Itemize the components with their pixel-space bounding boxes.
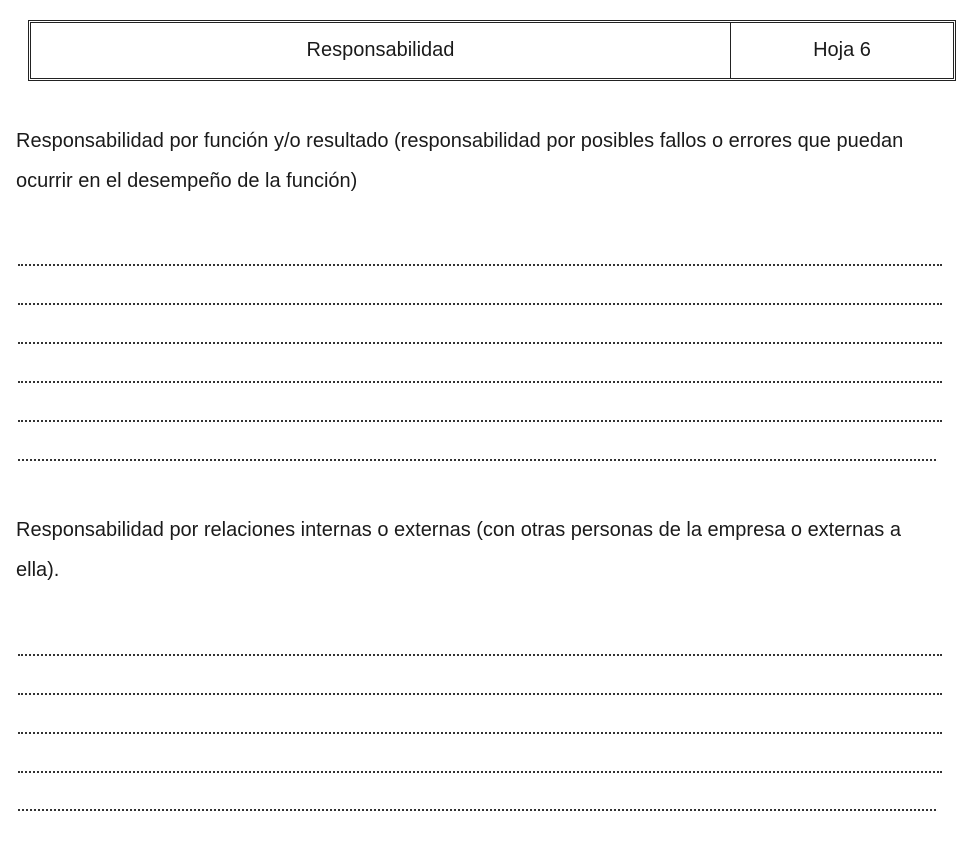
header-title: Responsabilidad bbox=[31, 23, 731, 78]
answer-line[interactable] bbox=[18, 264, 942, 266]
answer-line[interactable] bbox=[18, 732, 942, 734]
sheet-number: Hoja 6 bbox=[813, 39, 871, 61]
answer-line[interactable] bbox=[18, 771, 942, 773]
answer-line[interactable] bbox=[18, 420, 942, 422]
answer-line[interactable] bbox=[18, 654, 942, 656]
answer-line[interactable] bbox=[18, 303, 942, 305]
header-table bbox=[28, 20, 956, 81]
answer-line[interactable] bbox=[18, 693, 942, 695]
answer-line[interactable] bbox=[18, 459, 936, 461]
answer-line[interactable] bbox=[18, 381, 942, 383]
answer-line[interactable] bbox=[18, 809, 936, 811]
section-label-function-responsibility: Responsabilidad por función y/o resultado (responsabilidad por posibles fallos o errores que puedan ocurrir en el desempeño de la función) bbox=[16, 130, 904, 192]
answer-line[interactable] bbox=[18, 342, 942, 344]
section-label-relations-responsibility: Responsabilidad por relaciones internas o externas (con otras personas de la empresa o externas a ella). bbox=[16, 519, 901, 581]
